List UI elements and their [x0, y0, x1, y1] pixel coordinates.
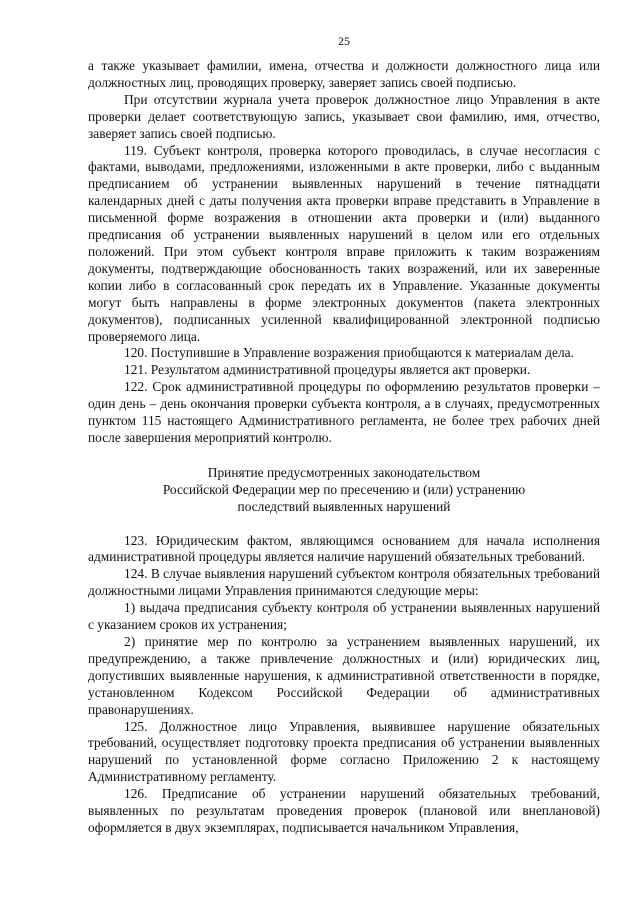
paragraph: 120. Поступившие в Управление возражения приобщаются к материалам дела.: [124, 345, 574, 361]
page-number: 25: [338, 34, 350, 48]
paragraph: 126. Предписание об устранении нарушений обязательных требований, выявленных по результатам проведения проверок (плановой или внеплановой) оформляется в двух экземплярах, подписывается начальником Управления,: [88, 786, 600, 835]
paragraph: 122. Срок административной процедуры по оформлению результатов проверки – один день – день окончания проверки субъекта контроля, а в случаях, предусмотренных пунктом 115 настоящего Административного регламента, не более трех рабочих дней после завершения мероприятий контролю.: [88, 379, 600, 445]
paragraph: При отсутствии журнала учета проверок должностное лицо Управления в акте проверки делает соответствующую запись, указывает свои фамилию, имя, отчество, заверяет запись своей подписью.: [88, 91, 600, 141]
paragraph: а также указывает фамилии, имена, отчества и должности должностного лица или должностных лиц, проводящих проверку, заверяет запись своей подписью.: [88, 58, 600, 90]
paragraph: 1) выдача предписания субъекту контроля об устранении выявленных нарушений с указанием сроков их устранения;: [88, 600, 600, 633]
section-heading-line: Российской Федерации мер по пресечению и (или) устранению: [162, 481, 526, 497]
paragraph: 125. Должностное лицо Управления, выявившее нарушение обязательных требований, осуществляет подготовку проекта предписания об устранении выявленных нарушений по установленной форме согласно Приложению 2 к настоящему Административному регламенту.: [88, 718, 600, 785]
paragraph: 124. В случае выявления нарушений субъектом контроля обязательных требований должностными лицами Управления принимаются следующие меры:: [88, 566, 600, 599]
document-body: [88, 58, 600, 837]
paragraphs-top: [88, 58, 600, 447]
paragraph: 119. Субъект контроля, проверка которого проводилась, в случае несогласия с фактами, выводами, предложениями, изложенными в акте проверки, либо с выданным предписанием об устранении выявленных нарушений в течение пятнадцати календарных дней с даты получения акта проверки вправе представить в Управление в письменной форме возражения в отношении акта проверки и (или) выданного предписания об устранении выявленных нарушений в целом или его отдельных положений. При этом субъект контроля вправе приложить к таким возражениям документы, подтверждающие обоснованность таких возражений, или их заверенные копии либо в согласованный срок передать их в Управление. Указанные документы могут быть направлены в форме электронных документов (пакета электронных документов), подписанных усиленной квалифицированной электронной подписью проверяемого лица.: [88, 142, 600, 344]
paragraphs-bottom: [88, 533, 600, 837]
section-heading-line: Принятие предусмотренных законодательством: [207, 464, 481, 480]
paragraph: 123. Юридическим фактом, являющимся основанием для начала исполнения административной процедуры является наличие нарушений обязательных требований.: [88, 532, 600, 565]
section-heading-line: последствий выявленных нарушений: [237, 498, 451, 514]
section-heading: [88, 465, 600, 516]
paragraph: 2) принятие мер по контролю за устранением выявленных нарушений, их предупреждению, а также привлечение должностных и (или) юридических лиц, допустивших выявленные нарушения, к административной ответственности в порядке, установленном Кодексом Российской Федерации об административных правонарушениях.: [88, 634, 600, 717]
paragraph: 121. Результатом административной процедуры является акт проверки.: [124, 362, 531, 378]
